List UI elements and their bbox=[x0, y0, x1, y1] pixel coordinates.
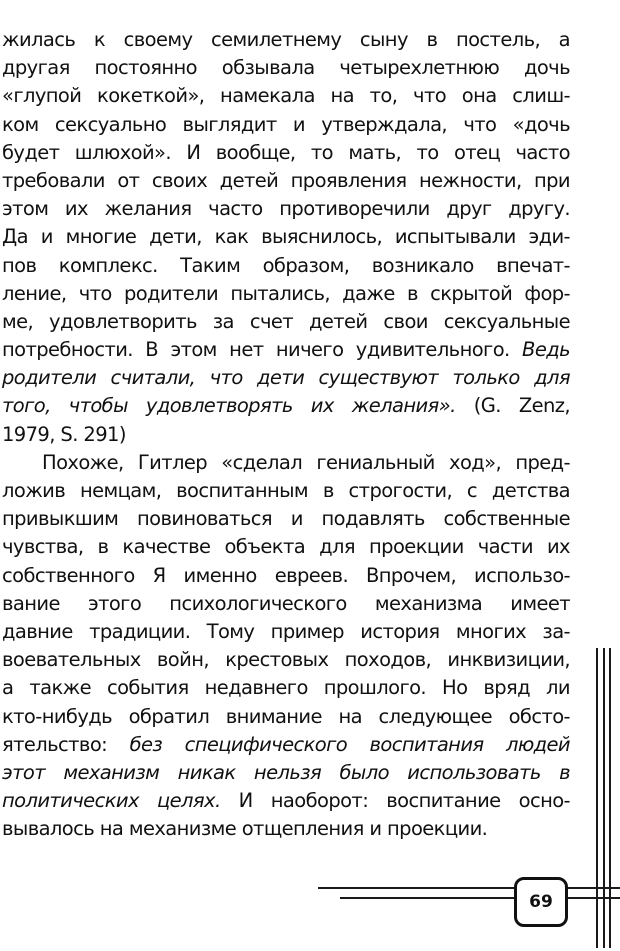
text-line: другая постоянно обзывала четырехлетнюю дочь bbox=[2, 56, 570, 80]
text-line: вывалось на механизме отщепления и проекции. bbox=[2, 817, 488, 841]
text-line: воевательных войн, крестовых походов, инквизиции, bbox=[2, 648, 570, 672]
footer-rule bbox=[568, 887, 620, 889]
text-line: кто-нибудь обратил внимание на следующее обсто- bbox=[2, 704, 570, 728]
italic-segment: политических целях. bbox=[2, 789, 221, 813]
text-line: пов комплекс. Таким образом, возникало впечат- bbox=[2, 253, 570, 277]
text-line bbox=[2, 392, 570, 420]
text-line: Похоже, Гитлер «сделал гениальный ход», пред- bbox=[42, 450, 570, 474]
paragraph-1 bbox=[2, 26, 570, 449]
text-segment: потребности. В этом нет ничего удивительного. bbox=[2, 338, 523, 362]
text-line: ложив немцам, воспитанным в строгости, с детства bbox=[2, 479, 570, 502]
margin-rules-decoration bbox=[594, 648, 614, 948]
citation-line: 1979, S. 291) bbox=[2, 422, 126, 446]
italic-line: родители считали, что дети существуют только для bbox=[2, 366, 570, 390]
text-line: требовали от своих детей проявления нежности, при bbox=[2, 168, 570, 192]
text-line: привыкшим повиноваться и подавлять собственные bbox=[2, 507, 570, 531]
body-text bbox=[2, 26, 570, 843]
vertical-rule bbox=[603, 648, 605, 948]
text-line: ме, удовлетворить за счет детей свои сексуальные bbox=[2, 309, 570, 333]
text-segment: И наоборот: воспитание осно- bbox=[220, 789, 570, 813]
text-line: будет шлюхой». И вообще, то мать, то отец часто bbox=[2, 140, 570, 164]
vertical-rule bbox=[596, 648, 598, 948]
italic-segment: Ведь bbox=[522, 338, 570, 362]
text-line: этом их желания часто противоречили друг другу. bbox=[2, 197, 570, 221]
text-line: ком сексуально выглядит и утверждала, что «дочь bbox=[2, 112, 570, 136]
page-number: 69 bbox=[514, 877, 568, 927]
footer-rule bbox=[340, 897, 514, 899]
text-line bbox=[2, 336, 570, 364]
text-line: «глупой кокеткой», намекала на то, что она слиш- bbox=[2, 84, 570, 108]
text-line bbox=[2, 787, 570, 815]
text-line: вание этого психологического механизма имеет bbox=[2, 591, 570, 615]
vertical-rule bbox=[609, 648, 611, 948]
text-line: жилась к своему семилетнему сыну в постель, а bbox=[2, 28, 570, 51]
citation-segment: (G. Zenz, bbox=[455, 394, 570, 418]
text-line: собственного Я именно евреев. Впрочем, использо- bbox=[2, 563, 570, 587]
italic-line: этот механизм никак нельзя было использовать в bbox=[2, 760, 570, 784]
text-segment: ятельство: bbox=[2, 732, 130, 756]
text-line: Да и многие дети, как выяснилось, испытывали эди- bbox=[2, 225, 570, 249]
text-line: а также события недавнего прошлого. Но вряд ли bbox=[2, 676, 570, 700]
text-line: давние традиции. Тому пример история многих за- bbox=[2, 619, 570, 643]
text-line: чувства, в качестве объекта для проекции части их bbox=[2, 535, 570, 559]
footer-rule bbox=[318, 887, 514, 889]
text-line bbox=[2, 731, 570, 759]
italic-segment: того, чтобы удовлетворять их желания». bbox=[2, 394, 456, 418]
italic-segment: без специфического воспитания людей bbox=[129, 732, 570, 756]
paragraph-2 bbox=[2, 449, 570, 844]
text-line: ление, что родители пытались, даже в скрытой фор- bbox=[2, 281, 570, 305]
footer-rule bbox=[568, 897, 620, 899]
